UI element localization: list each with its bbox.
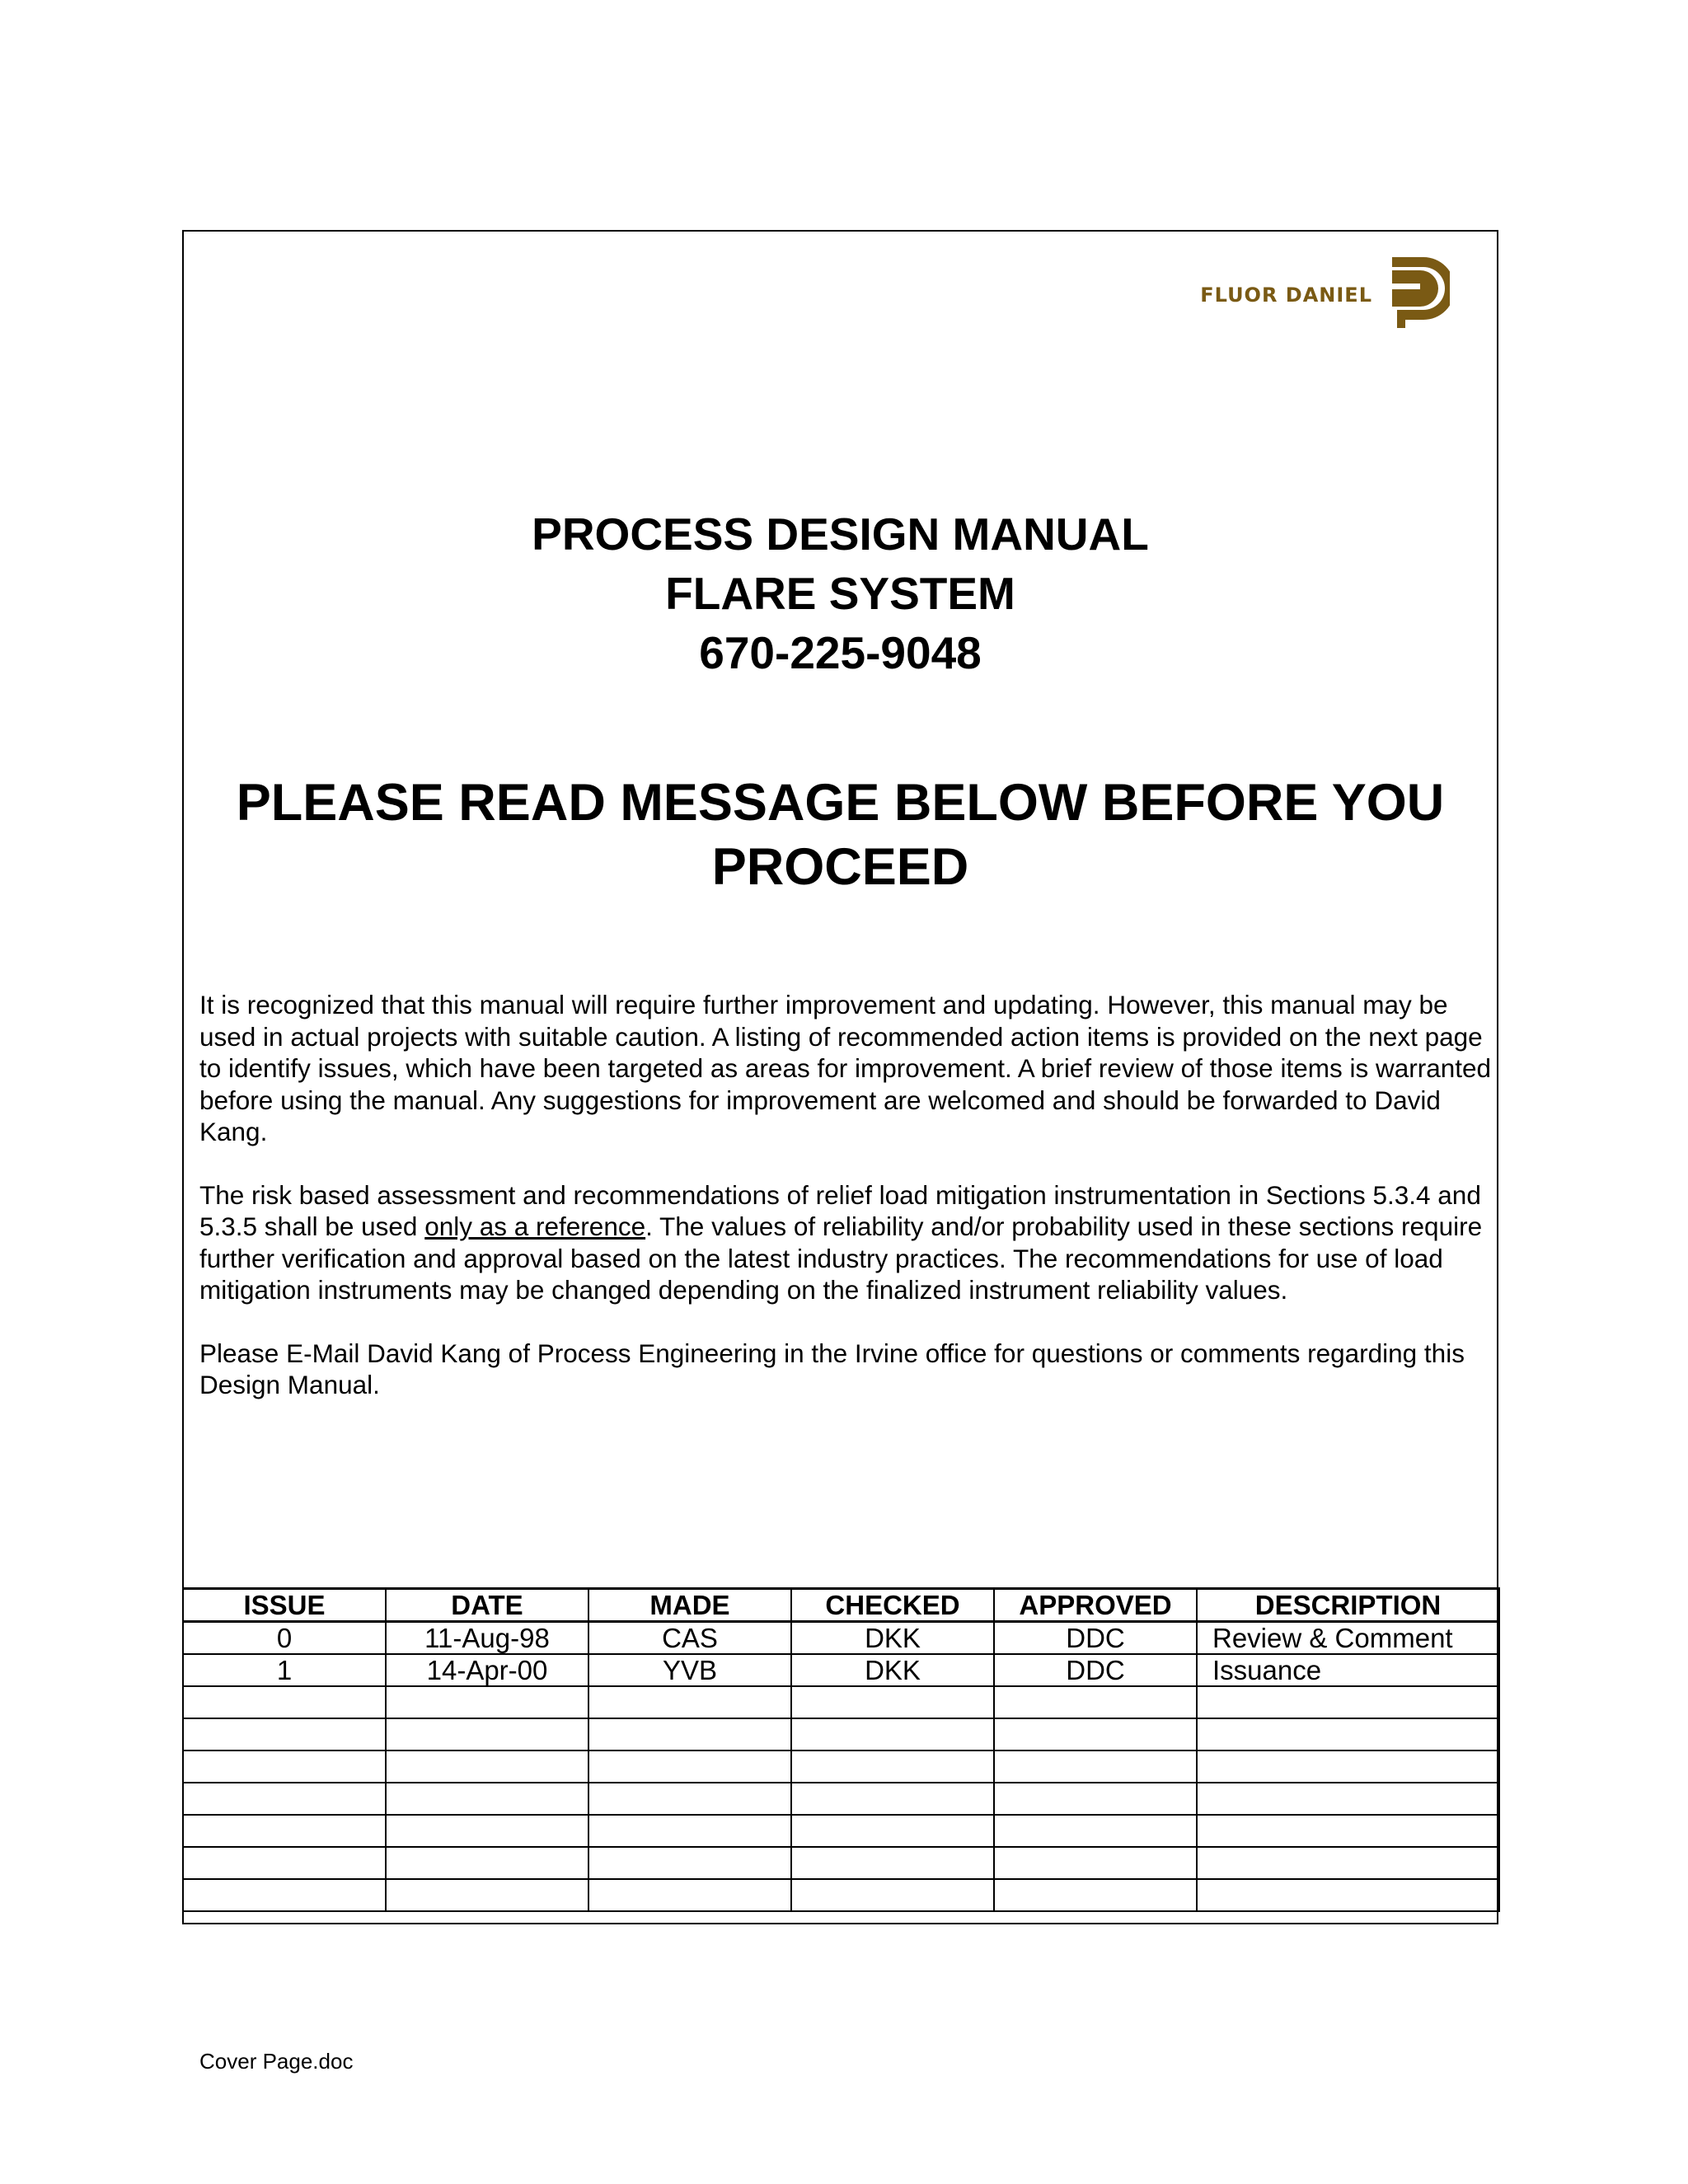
table-row <box>183 1783 1499 1815</box>
footer-filename: Cover Page.doc <box>199 2049 354 2074</box>
table-row <box>183 1654 1499 1686</box>
cell-issue <box>183 1750 386 1783</box>
cell-description <box>1197 1847 1499 1879</box>
notice-heading <box>182 771 1498 899</box>
cell-date <box>386 1783 588 1815</box>
cell-checked <box>791 1750 994 1783</box>
table-header-row <box>183 1589 1499 1622</box>
header-made: MADE <box>588 1589 791 1622</box>
cell-date <box>386 1815 588 1847</box>
cell-checked <box>791 1686 994 1718</box>
cell-issue: 1 <box>183 1654 386 1686</box>
cell-checked: DKK <box>791 1654 994 1686</box>
cell-made: YVB <box>588 1654 791 1686</box>
cell-description <box>1197 1750 1499 1783</box>
title-line-3: 670-225-9048 <box>699 627 982 678</box>
cell-checked: DKK <box>791 1622 994 1655</box>
cell-description: Issuance <box>1197 1654 1499 1686</box>
header-date: DATE <box>386 1589 588 1622</box>
table-row <box>183 1750 1499 1783</box>
cell-approved <box>994 1718 1197 1750</box>
cell-date <box>386 1879 588 1911</box>
cell-approved <box>994 1750 1197 1783</box>
cell-made <box>588 1815 791 1847</box>
cell-made <box>588 1847 791 1879</box>
cell-date: 14-Apr-00 <box>386 1654 588 1686</box>
cell-date <box>386 1847 588 1879</box>
cell-made: CAS <box>588 1622 791 1655</box>
table-row <box>183 1847 1499 1879</box>
paragraph-1: It is recognized that this manual will require further improvement and updating. However, this manual may be used in actual projects with suitable caution. A listing of recommended action items is provided on the next page to identify issues, which have been targeted as areas for improvement. A brief review of those items is warranted before using the manual. Any suggestions for improvement are welcomed and should be forwarded to David Kang. <box>199 990 1492 1146</box>
title-line-2: FLARE SYSTEM <box>665 568 1015 619</box>
cell-checked <box>791 1879 994 1911</box>
cell-issue <box>183 1718 386 1750</box>
cell-made <box>588 1686 791 1718</box>
cell-checked <box>791 1718 994 1750</box>
cell-approved <box>994 1879 1197 1911</box>
revision-table <box>182 1587 1500 1912</box>
cell-description <box>1197 1879 1499 1911</box>
cell-date <box>386 1686 588 1718</box>
header-description: DESCRIPTION <box>1197 1589 1499 1622</box>
cell-issue <box>183 1686 386 1718</box>
cell-approved <box>994 1686 1197 1718</box>
table-row <box>183 1718 1499 1750</box>
table-row <box>183 1879 1499 1911</box>
underlined-reference: only as a reference <box>424 1212 646 1241</box>
cell-issue: 0 <box>183 1622 386 1655</box>
header-checked: CHECKED <box>791 1589 994 1622</box>
cell-issue <box>183 1847 386 1879</box>
cell-approved <box>994 1815 1197 1847</box>
cell-issue <box>183 1815 386 1847</box>
cell-checked <box>791 1783 994 1815</box>
cell-approved <box>994 1847 1197 1879</box>
cell-approved: DDC <box>994 1654 1197 1686</box>
company-logo <box>1187 255 1451 330</box>
notice-line-2: PROCEED <box>711 838 969 896</box>
notice-line-1: PLEASE READ MESSAGE BELOW BEFORE YOU <box>236 774 1445 832</box>
cell-checked <box>791 1815 994 1847</box>
cell-description <box>1197 1686 1499 1718</box>
cell-made <box>588 1783 791 1815</box>
cell-approved <box>994 1783 1197 1815</box>
paragraph-2 <box>199 1179 1493 1306</box>
table-row <box>183 1686 1499 1718</box>
title-line-1: PROCESS DESIGN MANUAL <box>532 509 1149 560</box>
table-row <box>183 1622 1499 1655</box>
paragraph-3: Please E-Mail David Kang of Process Engineering in the Irvine office for questions or comments regarding this Design Manual. <box>199 1338 1465 1399</box>
cell-date <box>386 1750 588 1783</box>
cell-issue <box>183 1783 386 1815</box>
cell-date <box>386 1718 588 1750</box>
document-title <box>182 504 1498 682</box>
header-issue: ISSUE <box>183 1589 386 1622</box>
cell-made <box>588 1750 791 1783</box>
cell-description <box>1197 1783 1499 1815</box>
paragraph-2-start: The risk based assessment and recommendations of relief load mitigation instrumentation in Sections 5.3.4 and 5.3.5 shall be used <box>199 1179 1481 1241</box>
cell-description <box>1197 1815 1499 1847</box>
cell-made <box>588 1718 791 1750</box>
cell-checked <box>791 1847 994 1879</box>
logo-text: FLUOR DANIEL <box>1200 284 1372 307</box>
cell-description: Review & Comment <box>1197 1622 1499 1655</box>
cell-issue <box>183 1879 386 1911</box>
paragraph-2-end: . The values of reliability and/or probability used in these sections require further verification and approval based on the latest industry practices. The recommendations for use of load mitigation instruments may be changed depending on the finalized instrument reliability values. <box>199 1212 1483 1305</box>
fluor-daniel-logo-icon <box>1382 255 1450 328</box>
body-text <box>199 989 1493 1432</box>
cell-date: 11-Aug-98 <box>386 1622 588 1655</box>
cell-description <box>1197 1718 1499 1750</box>
table-row <box>183 1815 1499 1847</box>
cell-approved: DDC <box>994 1622 1197 1655</box>
header-approved: APPROVED <box>994 1589 1197 1622</box>
cell-made <box>588 1879 791 1911</box>
